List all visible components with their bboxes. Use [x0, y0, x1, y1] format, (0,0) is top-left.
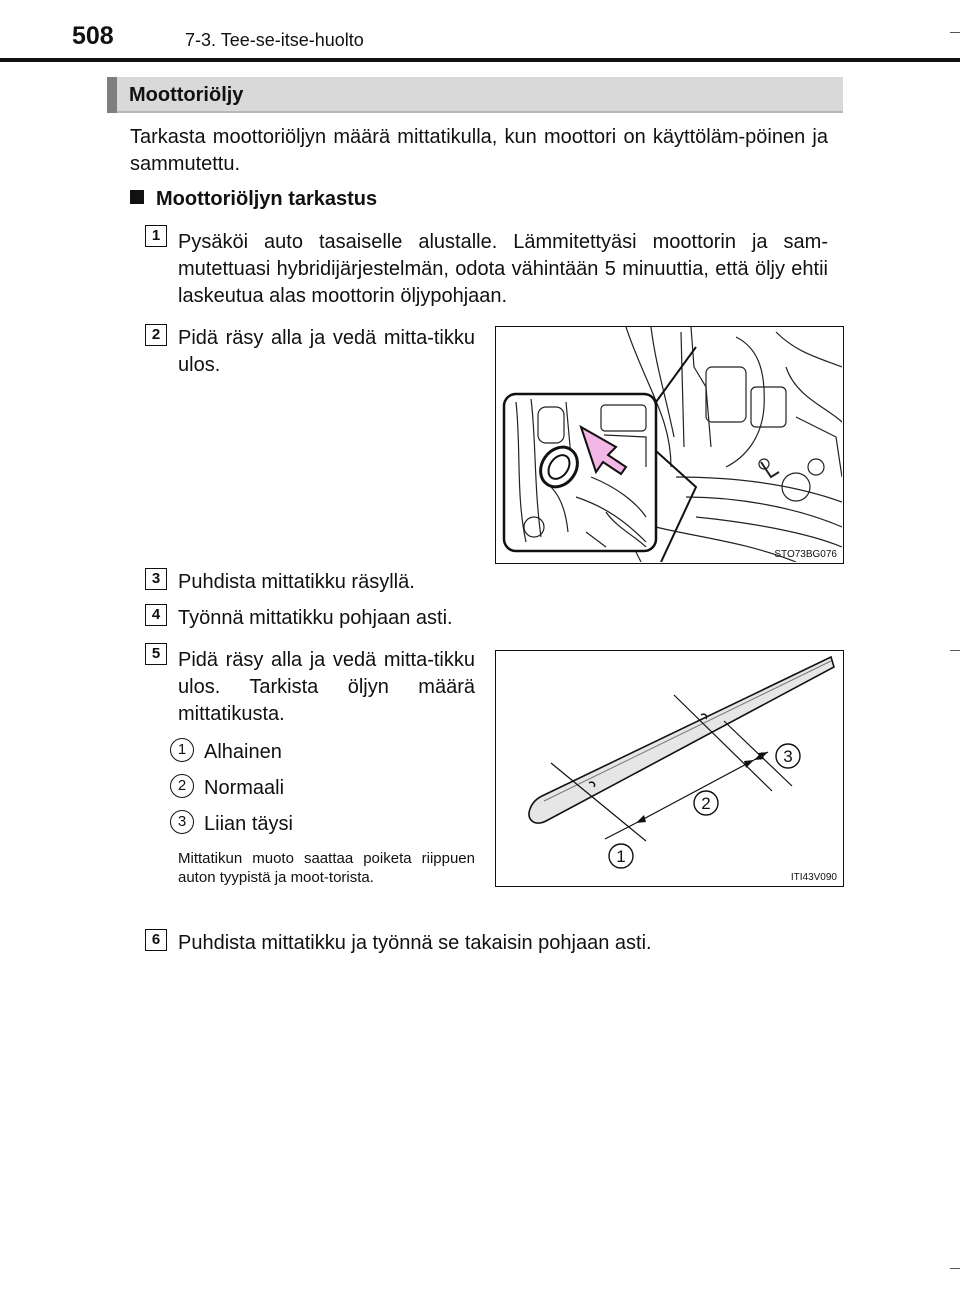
step-badge-3: 3	[145, 568, 167, 590]
crop-mark	[950, 650, 960, 651]
level-number-2: 2	[170, 774, 194, 798]
step-text-2: Pidä räsy alla ja vedä mitta-tikku ulos.	[178, 327, 475, 376]
chapter-title: 7-3. Tee-se-itse-huolto	[185, 30, 364, 50]
header-rule	[0, 58, 960, 62]
callout-2: 2	[701, 794, 711, 813]
step-badge-2: 2	[145, 324, 167, 346]
engine-bay-illustration	[496, 327, 842, 562]
crop-mark	[950, 1268, 960, 1269]
step-badge-1: 1	[145, 225, 167, 247]
step-text-1: Pysäköi auto tasaiselle alustalle. Lämmitettyäsi moottorin ja sam-mutettuasi hybridijärjestelmän, odota vähintään 5 minuuttia, että öljy ehtii laskeutua alas moottorin öljypohjaan.	[178, 231, 828, 307]
level-number-3: 3	[170, 810, 194, 834]
note-text: Mittatikun muoto saattaa poiketa riippuen auton tyypistä ja moot-torista.	[178, 850, 475, 886]
step-badge-5: 5	[145, 643, 167, 665]
level-label-1: Alhainen	[204, 741, 282, 763]
section-bar-accent	[107, 77, 117, 113]
figure-code: ITI43V090	[790, 872, 837, 883]
level-label-3: Liian täysi	[204, 813, 293, 835]
step-text-3: Puhdista mittatikku räsyllä.	[178, 571, 415, 593]
crop-mark	[950, 32, 960, 33]
square-bullet-icon	[130, 190, 144, 204]
engine-bay-figure	[495, 326, 844, 564]
page-number: 508	[72, 22, 114, 50]
callout-3: 3	[783, 747, 793, 766]
figure-code: STO73BG076	[774, 549, 837, 560]
section-title: Moottoriöljy	[129, 84, 244, 106]
step-badge-4: 4	[145, 604, 167, 626]
callout-1: 1	[616, 847, 626, 866]
dipstick-figure	[495, 650, 844, 887]
section-heading-bar	[107, 77, 843, 113]
intro-paragraph: Tarkasta moottoriöljyn määrä mittatikulla, kun moottori on käyttöläm-pöinen ja sammutettu.	[130, 126, 828, 175]
subsection-heading	[130, 188, 377, 211]
level-number-1: 1	[170, 738, 194, 762]
step-text-5: Pidä räsy alla ja vedä mitta-tikku ulos. Tarkista öljyn määrä mittatikusta.	[178, 649, 475, 725]
subsection-title: Moottoriöljyn tarkastus	[156, 188, 378, 210]
level-label-2: Normaali	[204, 777, 285, 799]
step-badge-6: 6	[145, 929, 167, 951]
step-text-4: Työnnä mittatikku pohjaan asti.	[178, 607, 453, 629]
step-text-6: Puhdista mittatikku ja työnnä se takaisin pohjaan asti.	[178, 932, 652, 954]
dipstick-illustration	[496, 651, 842, 885]
